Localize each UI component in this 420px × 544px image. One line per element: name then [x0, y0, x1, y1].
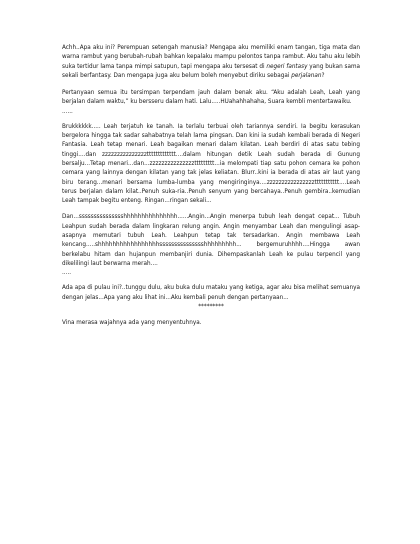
paragraph-vina: Vina merasa wajahnya ada yang menyentuhnya. — [62, 319, 202, 326]
paragraph-angin: Dan...ssssssssssssssshhhhhhhhhhhhhhh......Angin...Angin menerpa tubuh leah dengat cepat... Tubuh Leahpun sudah berada dalam lingkaran relung angin. Angin menyambar Leah dan mengulingi asap-asapnya memutari tubuh Leah. Leahpun tetap tak tersadarkan. Angin membawa Leah kencang.....shhhhhhhhhhhhhhhhhssssssssssssssshhhhhhhhh... bergemuruhhhh....Hingga awan berkelabu hitam dan hujanpun membanjiri dunia. Dihempaskanlah Leah ke pulau terpencil yang dikelilingi laut berwarna merah.... — [62, 214, 360, 267]
document-page — [62, 44, 360, 328]
paragraph-question: Pertanyaan semua itu tersimpan terpendam jauh dalam benak aku. “Aku adalah Leah, Leah yang berjalan dalam waktu,” ku bersseru dalam hati. Lalu.....HUahahhahaha, Suara kembli mentertawaiku. — [62, 90, 360, 106]
paragraph-intro-text-1: Achh..Apa aku ini? Perempuan setengah manusia? Mengapa aku memiliki enam tangan, tiga mata dan warna rambut yang berubah-rubah bahkan kepalaku mampu pelontos tanpa rambut. Aku tahu aku lebih suka tertidur lama tanpa mimpi satupun, tapi mengapa aku tersesat di — [62, 45, 360, 70]
paragraph-intro — [62, 44, 360, 81]
separator-dots-1: ...... — [62, 108, 73, 115]
paragraph-brukk: Brukkkkkk..... Leah terjatuh ke tanah. Ia terlalu terbuai oleh tariannya sendiri. Ia begitu kerasukan bergelora hingga tak sadar sahabatnya telah lama pingsan. Dan kini ia sudah kembali berada di Negeri Fantasia. Leah tetap menari. Leah bagaikan menari dalam kilatan. Leah berdiri di atas satu tebing tinggi....dan zzzzzzzzzzzzzzzttttttttttttt....dalam hitungan detik Leah sudah berada di Gunung bersalju...Tetap menari...dan...zzzzzzzzzzzzzzzttttttttt...ia melompati tiap satu pohon cemara ke pohon cemara yang lainnya dengan kilatan yang tak jelas keliatan. Blurr..kini ia berada di atas air laut yang biru terang...menari bersama lumba-lumba yang mengiringinya....zzzzzzzzzzzzzzzzttttttttttt....Leah terus berjalan dalam kilat..Penuh suka-ria..Penuh senyum yang bercahaya..Penuh gembira..kemudian Leah tampak begitu enteng. Ringan...ringan sekali... — [62, 123, 360, 205]
paragraph-intro-text-3: ? — [321, 72, 325, 79]
italic-perjalanan: perjalanan — [291, 72, 322, 79]
paragraph-pulau: Ada apa di pulau ini?..tunggu dulu, aku buka dulu mataku yang ketiga, agar aku bisa melihat semuanya dengan jelas...Apa yang aku lihat ini...Aku kembali penuh dengan pertanyaan... — [62, 285, 360, 301]
italic-negeri-fantasy: negeri fantasy — [266, 63, 308, 70]
paragraph-intro-text-2: yang bukan sama sekali berfantasy. Dan mengapa juga aku belum boleh menyebut diriku sebagai — [62, 63, 360, 79]
separator-dots-2: ..... — [62, 270, 72, 277]
separator-stars: ********* — [198, 303, 224, 310]
